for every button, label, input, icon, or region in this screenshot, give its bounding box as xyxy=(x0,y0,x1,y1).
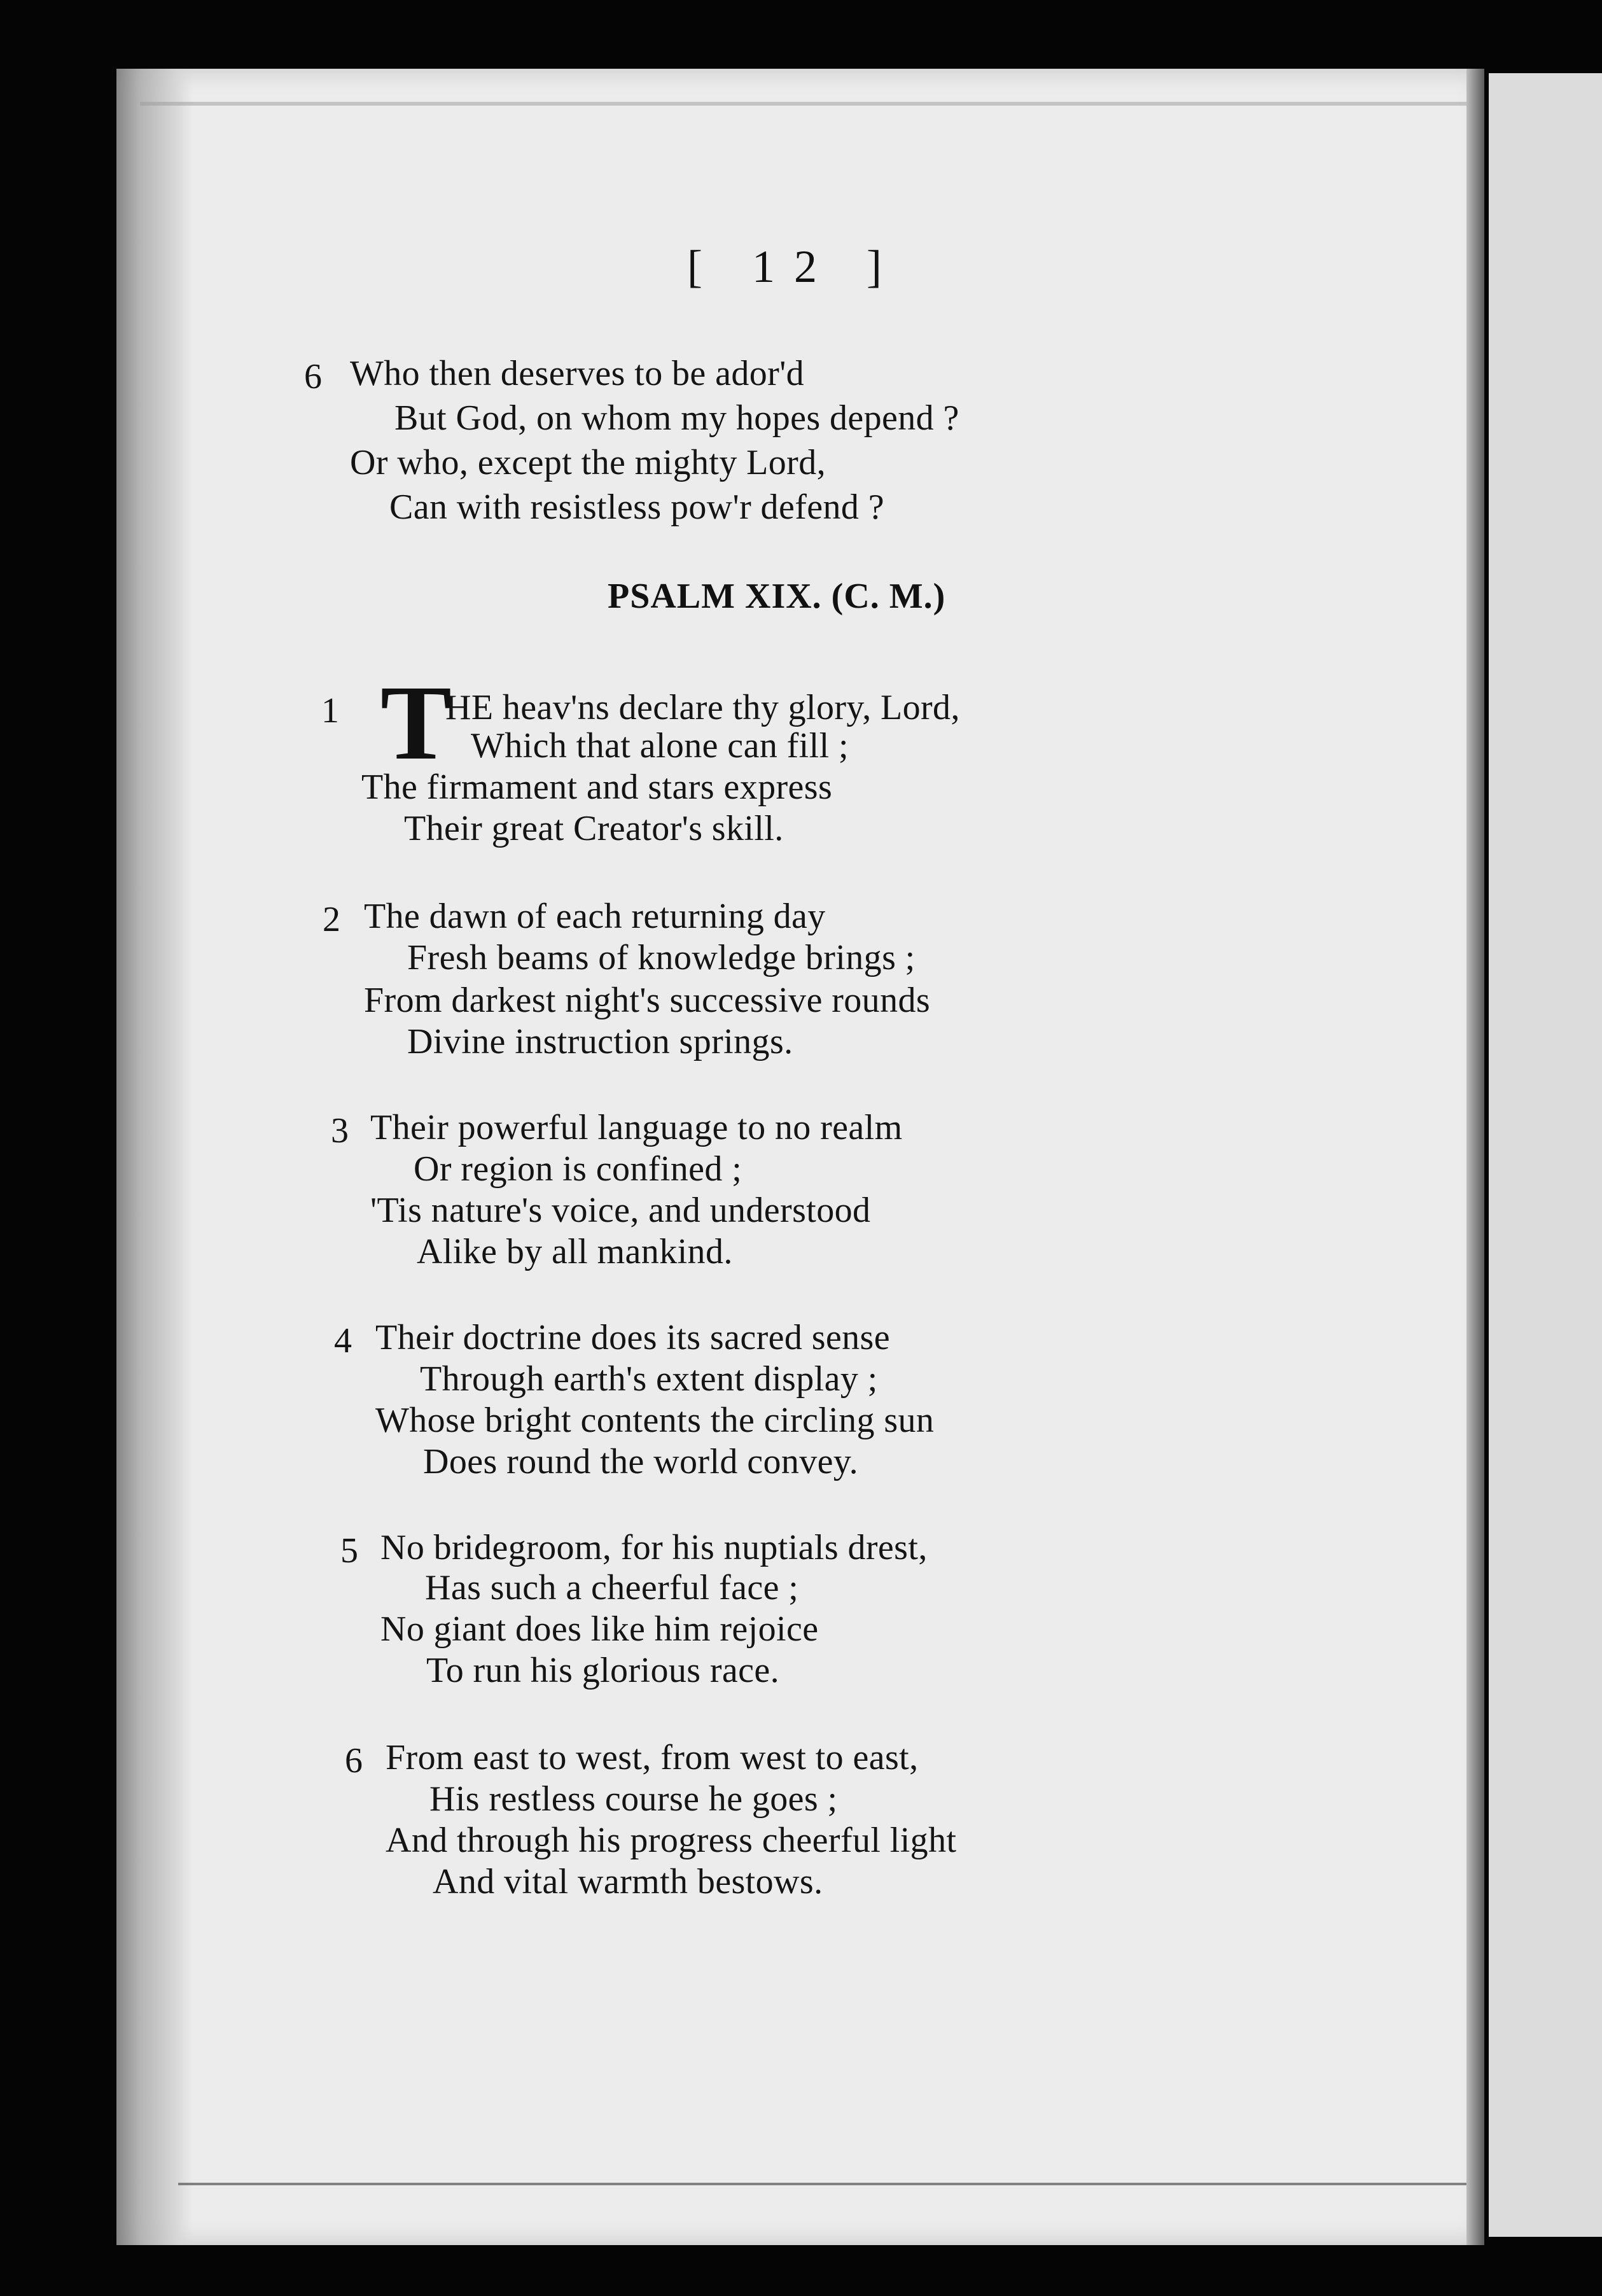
verse-number: 3 xyxy=(331,1111,349,1151)
verse-number: 6 xyxy=(345,1741,363,1781)
verse-line: Their powerful language to no realm xyxy=(370,1108,903,1147)
verse-line: And through his progress cheerful light xyxy=(386,1821,957,1860)
verse-line: His restless course he goes ; xyxy=(429,1779,838,1819)
verse-line: To run his glorious race. xyxy=(426,1651,780,1690)
verse-line: From darkest night's successive rounds xyxy=(364,981,931,1020)
verse-line: 'Tis nature's voice, and understood xyxy=(370,1191,871,1230)
verse-line: No giant does like him rejoice xyxy=(380,1609,819,1649)
verse-line: Or region is confined ; xyxy=(414,1149,742,1189)
verse-line: Or who, except the mighty Lord, xyxy=(350,443,826,482)
verse-line: The firmament and stars express xyxy=(361,767,833,807)
verse-line: And vital warmth bestows. xyxy=(433,1862,823,1901)
verse-number: 5 xyxy=(340,1531,358,1571)
verse-line: Divine instruction springs. xyxy=(407,1022,793,1061)
stanza-number: 6 xyxy=(304,357,322,396)
drop-cap: T xyxy=(380,664,452,782)
page-binding-shadow xyxy=(116,69,193,2245)
verse-line: Has such a cheerful face ; xyxy=(425,1568,799,1607)
verse-number: 4 xyxy=(334,1321,352,1361)
verse-number: 2 xyxy=(323,900,340,939)
verse-line: Which that alone can fill ; xyxy=(471,726,849,766)
verse-line: Who then deserves to be ador'd xyxy=(350,354,805,393)
verse-line: Alike by all mankind. xyxy=(417,1232,733,1271)
verse-line: From east to west, from west to east, xyxy=(386,1738,919,1777)
verse-line: No bridegroom, for his nuptials drest, xyxy=(380,1528,928,1567)
adjacent-page xyxy=(1489,73,1602,2237)
verse-line: Their great Creator's skill. xyxy=(404,809,784,848)
verse-line: Does round the world convey. xyxy=(423,1442,859,1481)
verse-line: But God, on whom my hopes depend ? xyxy=(394,398,959,438)
verse-line: HE heav'ns declare thy glory, Lord, xyxy=(445,688,960,727)
verse-line: Whose bright contents the circling sun xyxy=(375,1401,935,1440)
page-number: [ 12 ] xyxy=(687,241,901,292)
verse-line: The dawn of each returning day xyxy=(364,897,826,936)
verse-line: Can with resistless pow'r defend ? xyxy=(389,487,884,527)
book-gutter xyxy=(1466,69,1484,2245)
verse-line: Fresh beams of knowledge brings ; xyxy=(407,938,916,977)
page-top-edge xyxy=(140,102,1470,106)
verse-line: Their doctrine does its sacred sense xyxy=(375,1318,891,1357)
verse-number: 1 xyxy=(321,691,339,731)
page-bottom-edge xyxy=(178,2183,1476,2197)
psalm-heading: PSALM XIX. (C. M.) xyxy=(608,577,946,616)
verse-line: Through earth's extent display ; xyxy=(420,1359,878,1399)
